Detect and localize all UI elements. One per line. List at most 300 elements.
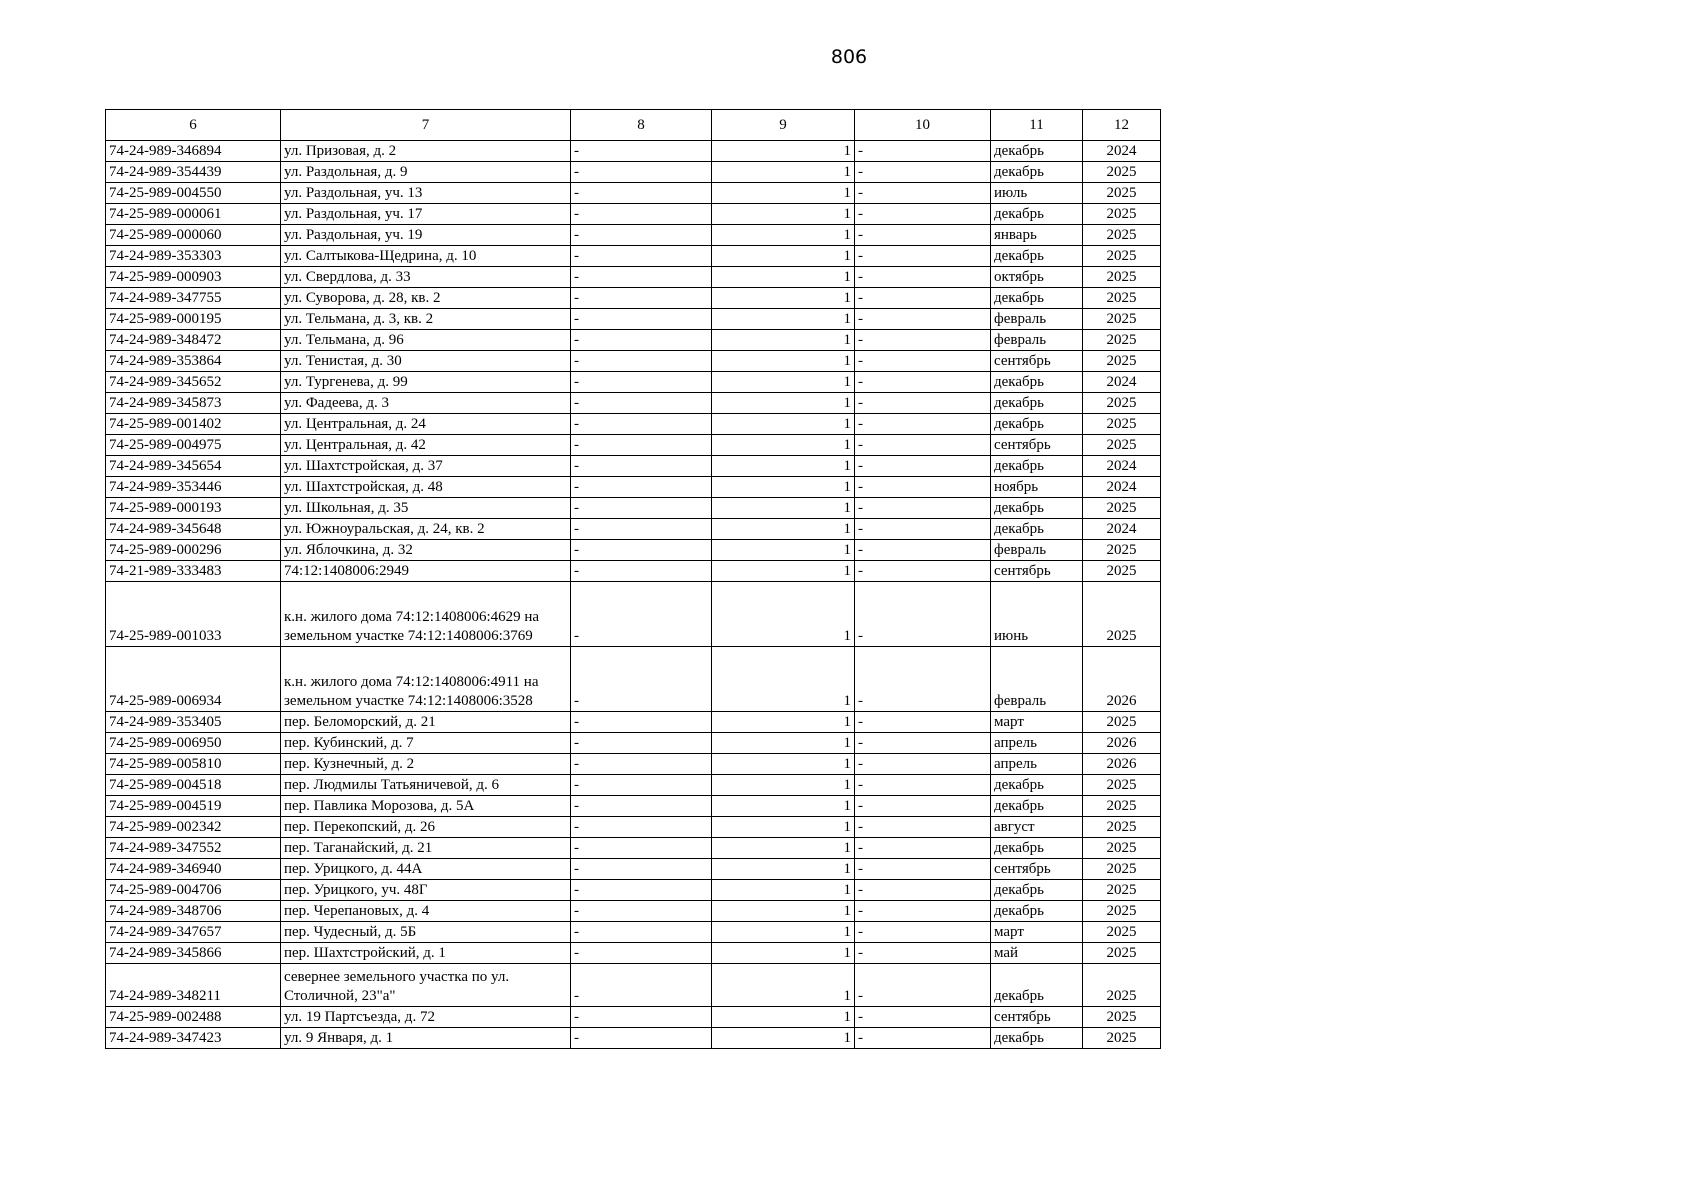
cell-month: декабрь xyxy=(991,519,1083,540)
cell-month: декабрь xyxy=(991,372,1083,393)
cell-year: 2025 xyxy=(1083,183,1161,204)
cell-address: ул. Яблочкина, д. 32 xyxy=(281,540,571,561)
cell-col8: - xyxy=(571,141,712,162)
table-row xyxy=(106,859,1161,880)
cell-col8: - xyxy=(571,246,712,267)
column-header: 7 xyxy=(281,110,571,141)
table-row xyxy=(106,880,1161,901)
cell-quantity: 1 xyxy=(712,246,855,267)
cell-quantity: 1 xyxy=(712,498,855,519)
table-row xyxy=(106,647,1161,712)
cell-id: 74-25-989-004706 xyxy=(106,880,281,901)
cell-quantity: 1 xyxy=(712,964,855,1007)
cell-month: декабрь xyxy=(991,141,1083,162)
cell-quantity: 1 xyxy=(712,141,855,162)
column-header: 10 xyxy=(855,110,991,141)
cell-month: сентябрь xyxy=(991,435,1083,456)
table-row xyxy=(106,456,1161,477)
cell-address: ул. Шахтстройская, д. 37 xyxy=(281,456,571,477)
cell-col10: - xyxy=(855,267,991,288)
cell-month: февраль xyxy=(991,330,1083,351)
cell-quantity: 1 xyxy=(712,183,855,204)
cell-quantity: 1 xyxy=(712,775,855,796)
table-row xyxy=(106,754,1161,775)
cell-col10: - xyxy=(855,647,991,712)
table-row xyxy=(106,775,1161,796)
column-header: 11 xyxy=(991,110,1083,141)
cell-id: 74-24-989-353405 xyxy=(106,712,281,733)
cell-month: февраль xyxy=(991,540,1083,561)
table-row xyxy=(106,838,1161,859)
cell-year: 2025 xyxy=(1083,162,1161,183)
cell-month: декабрь xyxy=(991,288,1083,309)
cell-col8: - xyxy=(571,1028,712,1049)
cell-year: 2025 xyxy=(1083,561,1161,582)
cell-month: декабрь xyxy=(991,964,1083,1007)
cell-address: ул. Свердлова, д. 33 xyxy=(281,267,571,288)
cell-id: 74-24-989-345873 xyxy=(106,393,281,414)
cell-address: ул. Раздольная, д. 9 xyxy=(281,162,571,183)
cell-quantity: 1 xyxy=(712,393,855,414)
cell-id: 74-24-989-347755 xyxy=(106,288,281,309)
cell-col8: - xyxy=(571,880,712,901)
cell-address: ул. Раздольная, уч. 13 xyxy=(281,183,571,204)
cell-id: 74-25-989-004519 xyxy=(106,796,281,817)
cell-address: ул. 19 Партсъезда, д. 72 xyxy=(281,1007,571,1028)
cell-quantity: 1 xyxy=(712,225,855,246)
cell-id: 74-24-989-347552 xyxy=(106,838,281,859)
cell-col8: - xyxy=(571,393,712,414)
cell-col8: - xyxy=(571,330,712,351)
cell-year: 2025 xyxy=(1083,414,1161,435)
cell-year: 2025 xyxy=(1083,859,1161,880)
cell-col10: - xyxy=(855,712,991,733)
cell-address: ул. Тенистая, д. 30 xyxy=(281,351,571,372)
cell-year: 2025 xyxy=(1083,267,1161,288)
cell-id: 74-24-989-346894 xyxy=(106,141,281,162)
cell-col10: - xyxy=(855,330,991,351)
cell-id: 74-25-989-000061 xyxy=(106,204,281,225)
table-row xyxy=(106,204,1161,225)
cell-id: 74-24-989-345648 xyxy=(106,519,281,540)
cell-id: 74-24-989-348211 xyxy=(106,964,281,1007)
cell-col8: - xyxy=(571,582,712,647)
column-header: 12 xyxy=(1083,110,1161,141)
table-row xyxy=(106,1007,1161,1028)
cell-id: 74-25-989-002488 xyxy=(106,1007,281,1028)
cell-quantity: 1 xyxy=(712,477,855,498)
cell-year: 2024 xyxy=(1083,141,1161,162)
cell-year: 2025 xyxy=(1083,943,1161,964)
cell-address: пер. Чудесный, д. 5Б xyxy=(281,922,571,943)
cell-col8: - xyxy=(571,498,712,519)
cell-month: январь xyxy=(991,225,1083,246)
cell-col8: - xyxy=(571,162,712,183)
cell-col8: - xyxy=(571,351,712,372)
cell-address: пер. Перекопский, д. 26 xyxy=(281,817,571,838)
cell-month: декабрь xyxy=(991,393,1083,414)
cell-month: октябрь xyxy=(991,267,1083,288)
cell-address: ул. Шахтстройская, д. 48 xyxy=(281,477,571,498)
cell-month: май xyxy=(991,943,1083,964)
cell-col10: - xyxy=(855,817,991,838)
cell-col10: - xyxy=(855,561,991,582)
cell-month: декабрь xyxy=(991,456,1083,477)
cell-col8: - xyxy=(571,309,712,330)
cell-id: 74-24-989-345866 xyxy=(106,943,281,964)
register-table xyxy=(105,109,1161,1049)
cell-col10: - xyxy=(855,162,991,183)
cell-address: ул. Призовая, д. 2 xyxy=(281,141,571,162)
cell-quantity: 1 xyxy=(712,817,855,838)
cell-address: пер. Людмилы Татьяничевой, д. 6 xyxy=(281,775,571,796)
table-row xyxy=(106,183,1161,204)
cell-id: 74-24-989-348706 xyxy=(106,901,281,922)
cell-address: пер. Кубинский, д. 7 xyxy=(281,733,571,754)
cell-month: декабрь xyxy=(991,901,1083,922)
cell-col10: - xyxy=(855,204,991,225)
cell-col8: - xyxy=(571,796,712,817)
cell-quantity: 1 xyxy=(712,267,855,288)
cell-col10: - xyxy=(855,880,991,901)
cell-month: сентябрь xyxy=(991,561,1083,582)
cell-id: 74-25-989-004550 xyxy=(106,183,281,204)
cell-id: 74-25-989-006950 xyxy=(106,733,281,754)
cell-id: 74-24-989-347657 xyxy=(106,922,281,943)
cell-id: 74-21-989-333483 xyxy=(106,561,281,582)
cell-col10: - xyxy=(855,733,991,754)
table-row xyxy=(106,943,1161,964)
cell-month: февраль xyxy=(991,647,1083,712)
cell-quantity: 1 xyxy=(712,922,855,943)
cell-quantity: 1 xyxy=(712,162,855,183)
table-row xyxy=(106,477,1161,498)
cell-address: 74:12:1408006:2949 xyxy=(281,561,571,582)
cell-month: март xyxy=(991,922,1083,943)
cell-year: 2025 xyxy=(1083,880,1161,901)
cell-col8: - xyxy=(571,1007,712,1028)
cell-quantity: 1 xyxy=(712,540,855,561)
cell-address: севернее земельного участка по ул. Столичной, 23"а" xyxy=(281,964,571,1007)
table-row xyxy=(106,733,1161,754)
cell-year: 2025 xyxy=(1083,393,1161,414)
cell-quantity: 1 xyxy=(712,901,855,922)
cell-address: ул. 9 Января, д. 1 xyxy=(281,1028,571,1049)
table-row xyxy=(106,414,1161,435)
table-row xyxy=(106,964,1161,1007)
cell-col8: - xyxy=(571,754,712,775)
cell-address: ул. Фадеева, д. 3 xyxy=(281,393,571,414)
cell-address: пер. Урицкого, уч. 48Г xyxy=(281,880,571,901)
table-row xyxy=(106,712,1161,733)
table-row xyxy=(106,817,1161,838)
table-row xyxy=(106,922,1161,943)
cell-year: 2025 xyxy=(1083,540,1161,561)
cell-quantity: 1 xyxy=(712,582,855,647)
cell-quantity: 1 xyxy=(712,943,855,964)
cell-month: декабрь xyxy=(991,775,1083,796)
cell-col8: - xyxy=(571,775,712,796)
cell-quantity: 1 xyxy=(712,372,855,393)
cell-year: 2025 xyxy=(1083,712,1161,733)
table-row xyxy=(106,162,1161,183)
cell-quantity: 1 xyxy=(712,838,855,859)
cell-quantity: 1 xyxy=(712,712,855,733)
cell-id: 74-24-989-348472 xyxy=(106,330,281,351)
cell-quantity: 1 xyxy=(712,414,855,435)
cell-col8: - xyxy=(571,943,712,964)
cell-col10: - xyxy=(855,964,991,1007)
cell-year: 2025 xyxy=(1083,288,1161,309)
table-row xyxy=(106,435,1161,456)
table-row xyxy=(106,330,1161,351)
cell-address: ул. Салтыкова-Щедрина, д. 10 xyxy=(281,246,571,267)
cell-year: 2025 xyxy=(1083,498,1161,519)
column-header: 6 xyxy=(106,110,281,141)
cell-col10: - xyxy=(855,393,991,414)
cell-address: пер. Павлика Морозова, д. 5А xyxy=(281,796,571,817)
cell-year: 2025 xyxy=(1083,309,1161,330)
cell-month: декабрь xyxy=(991,414,1083,435)
cell-col10: - xyxy=(855,754,991,775)
cell-col10: - xyxy=(855,141,991,162)
cell-quantity: 1 xyxy=(712,309,855,330)
cell-year: 2025 xyxy=(1083,775,1161,796)
cell-month: декабрь xyxy=(991,796,1083,817)
cell-id: 74-25-989-002342 xyxy=(106,817,281,838)
cell-id: 74-25-989-001033 xyxy=(106,582,281,647)
table-row xyxy=(106,498,1161,519)
cell-address: ул. Тельмана, д. 3, кв. 2 xyxy=(281,309,571,330)
table-row xyxy=(106,901,1161,922)
cell-quantity: 1 xyxy=(712,456,855,477)
cell-col10: - xyxy=(855,901,991,922)
cell-year: 2025 xyxy=(1083,1028,1161,1049)
cell-year: 2025 xyxy=(1083,796,1161,817)
cell-address: ул. Школьная, д. 35 xyxy=(281,498,571,519)
cell-col10: - xyxy=(855,477,991,498)
table-header-row xyxy=(106,110,1161,141)
cell-quantity: 1 xyxy=(712,204,855,225)
cell-year: 2025 xyxy=(1083,964,1161,1007)
cell-id: 74-25-989-000903 xyxy=(106,267,281,288)
cell-col8: - xyxy=(571,922,712,943)
cell-col8: - xyxy=(571,859,712,880)
cell-col10: - xyxy=(855,246,991,267)
table-row xyxy=(106,372,1161,393)
cell-id: 74-25-989-000060 xyxy=(106,225,281,246)
cell-id: 74-24-989-346940 xyxy=(106,859,281,880)
cell-col10: - xyxy=(855,519,991,540)
cell-quantity: 1 xyxy=(712,435,855,456)
table-row xyxy=(106,561,1161,582)
cell-col8: - xyxy=(571,561,712,582)
cell-address: ул. Тельмана, д. 96 xyxy=(281,330,571,351)
cell-year: 2025 xyxy=(1083,225,1161,246)
cell-month: декабрь xyxy=(991,246,1083,267)
cell-address: ул. Тургенева, д. 99 xyxy=(281,372,571,393)
cell-id: 74-24-989-353303 xyxy=(106,246,281,267)
cell-col8: - xyxy=(571,414,712,435)
table-row xyxy=(106,309,1161,330)
cell-col10: - xyxy=(855,456,991,477)
cell-id: 74-24-989-353446 xyxy=(106,477,281,498)
table-row xyxy=(106,582,1161,647)
cell-address: ул. Южноуральская, д. 24, кв. 2 xyxy=(281,519,571,540)
cell-col8: - xyxy=(571,519,712,540)
cell-year: 2024 xyxy=(1083,519,1161,540)
cell-address: ул. Раздольная, уч. 17 xyxy=(281,204,571,225)
cell-col10: - xyxy=(855,351,991,372)
table-row xyxy=(106,246,1161,267)
cell-col10: - xyxy=(855,1028,991,1049)
cell-col8: - xyxy=(571,964,712,1007)
cell-year: 2025 xyxy=(1083,351,1161,372)
cell-month: июнь xyxy=(991,582,1083,647)
table-row xyxy=(106,351,1161,372)
cell-year: 2024 xyxy=(1083,372,1161,393)
cell-quantity: 1 xyxy=(712,519,855,540)
cell-quantity: 1 xyxy=(712,880,855,901)
cell-col8: - xyxy=(571,204,712,225)
cell-address: пер. Кузнечный, д. 2 xyxy=(281,754,571,775)
cell-quantity: 1 xyxy=(712,1028,855,1049)
cell-col10: - xyxy=(855,582,991,647)
cell-quantity: 1 xyxy=(712,754,855,775)
cell-year: 2025 xyxy=(1083,1007,1161,1028)
table-row xyxy=(106,288,1161,309)
cell-month: декабрь xyxy=(991,1028,1083,1049)
cell-quantity: 1 xyxy=(712,351,855,372)
cell-month: сентябрь xyxy=(991,859,1083,880)
cell-quantity: 1 xyxy=(712,733,855,754)
cell-col8: - xyxy=(571,225,712,246)
cell-col10: - xyxy=(855,922,991,943)
cell-address: пер. Урицкого, д. 44А xyxy=(281,859,571,880)
cell-quantity: 1 xyxy=(712,1007,855,1028)
cell-col10: - xyxy=(855,225,991,246)
cell-id: 74-25-989-005810 xyxy=(106,754,281,775)
cell-col10: - xyxy=(855,540,991,561)
cell-address: ул. Центральная, д. 42 xyxy=(281,435,571,456)
cell-month: декабрь xyxy=(991,162,1083,183)
cell-col10: - xyxy=(855,775,991,796)
cell-year: 2025 xyxy=(1083,922,1161,943)
cell-col8: - xyxy=(571,733,712,754)
cell-address: пер. Беломорский, д. 21 xyxy=(281,712,571,733)
cell-address: пер. Черепановых, д. 4 xyxy=(281,901,571,922)
cell-col8: - xyxy=(571,901,712,922)
cell-col10: - xyxy=(855,943,991,964)
cell-id: 74-24-989-354439 xyxy=(106,162,281,183)
cell-year: 2024 xyxy=(1083,477,1161,498)
table-row xyxy=(106,796,1161,817)
cell-col10: - xyxy=(855,796,991,817)
table-row xyxy=(106,393,1161,414)
cell-year: 2026 xyxy=(1083,754,1161,775)
cell-year: 2026 xyxy=(1083,647,1161,712)
cell-col10: - xyxy=(855,838,991,859)
cell-year: 2025 xyxy=(1083,246,1161,267)
cell-id: 74-25-989-000193 xyxy=(106,498,281,519)
cell-col10: - xyxy=(855,372,991,393)
cell-quantity: 1 xyxy=(712,330,855,351)
cell-month: февраль xyxy=(991,309,1083,330)
cell-year: 2025 xyxy=(1083,901,1161,922)
cell-id: 74-25-989-004518 xyxy=(106,775,281,796)
cell-col10: - xyxy=(855,1007,991,1028)
page-number: 806 xyxy=(830,46,868,68)
cell-year: 2025 xyxy=(1083,330,1161,351)
table-body xyxy=(106,141,1161,1049)
cell-id: 74-25-989-000195 xyxy=(106,309,281,330)
cell-id: 74-25-989-006934 xyxy=(106,647,281,712)
cell-id: 74-25-989-000296 xyxy=(106,540,281,561)
cell-col10: - xyxy=(855,309,991,330)
cell-col10: - xyxy=(855,414,991,435)
cell-month: декабрь xyxy=(991,204,1083,225)
cell-month: сентябрь xyxy=(991,1007,1083,1028)
table-row xyxy=(106,540,1161,561)
cell-month: апрель xyxy=(991,754,1083,775)
cell-year: 2025 xyxy=(1083,582,1161,647)
cell-address: ул. Суворова, д. 28, кв. 2 xyxy=(281,288,571,309)
cell-quantity: 1 xyxy=(712,647,855,712)
table-row xyxy=(106,267,1161,288)
column-header: 8 xyxy=(571,110,712,141)
cell-col8: - xyxy=(571,647,712,712)
cell-month: декабрь xyxy=(991,498,1083,519)
cell-col8: - xyxy=(571,540,712,561)
cell-col10: - xyxy=(855,435,991,456)
table-row xyxy=(106,141,1161,162)
cell-col8: - xyxy=(571,435,712,456)
cell-year: 2025 xyxy=(1083,204,1161,225)
cell-address: к.н. жилого дома 74:12:1408006:4629 на земельном участке 74:12:1408006:3769 xyxy=(281,582,571,647)
cell-col8: - xyxy=(571,183,712,204)
cell-id: 74-24-989-345654 xyxy=(106,456,281,477)
cell-id: 74-24-989-345652 xyxy=(106,372,281,393)
cell-col8: - xyxy=(571,838,712,859)
cell-col10: - xyxy=(855,288,991,309)
cell-col10: - xyxy=(855,859,991,880)
cell-col8: - xyxy=(571,712,712,733)
cell-quantity: 1 xyxy=(712,796,855,817)
cell-address: пер. Таганайский, д. 21 xyxy=(281,838,571,859)
cell-month: декабрь xyxy=(991,838,1083,859)
cell-year: 2025 xyxy=(1083,435,1161,456)
cell-id: 74-24-989-353864 xyxy=(106,351,281,372)
cell-col10: - xyxy=(855,183,991,204)
cell-month: декабрь xyxy=(991,880,1083,901)
cell-col8: - xyxy=(571,288,712,309)
cell-col8: - xyxy=(571,456,712,477)
cell-col8: - xyxy=(571,372,712,393)
cell-col8: - xyxy=(571,817,712,838)
cell-year: 2026 xyxy=(1083,733,1161,754)
cell-quantity: 1 xyxy=(712,288,855,309)
column-header: 9 xyxy=(712,110,855,141)
cell-month: август xyxy=(991,817,1083,838)
cell-month: ноябрь xyxy=(991,477,1083,498)
cell-quantity: 1 xyxy=(712,859,855,880)
cell-col8: - xyxy=(571,477,712,498)
table-row xyxy=(106,519,1161,540)
table-row xyxy=(106,1028,1161,1049)
cell-month: сентябрь xyxy=(991,351,1083,372)
cell-year: 2024 xyxy=(1083,456,1161,477)
cell-col10: - xyxy=(855,498,991,519)
